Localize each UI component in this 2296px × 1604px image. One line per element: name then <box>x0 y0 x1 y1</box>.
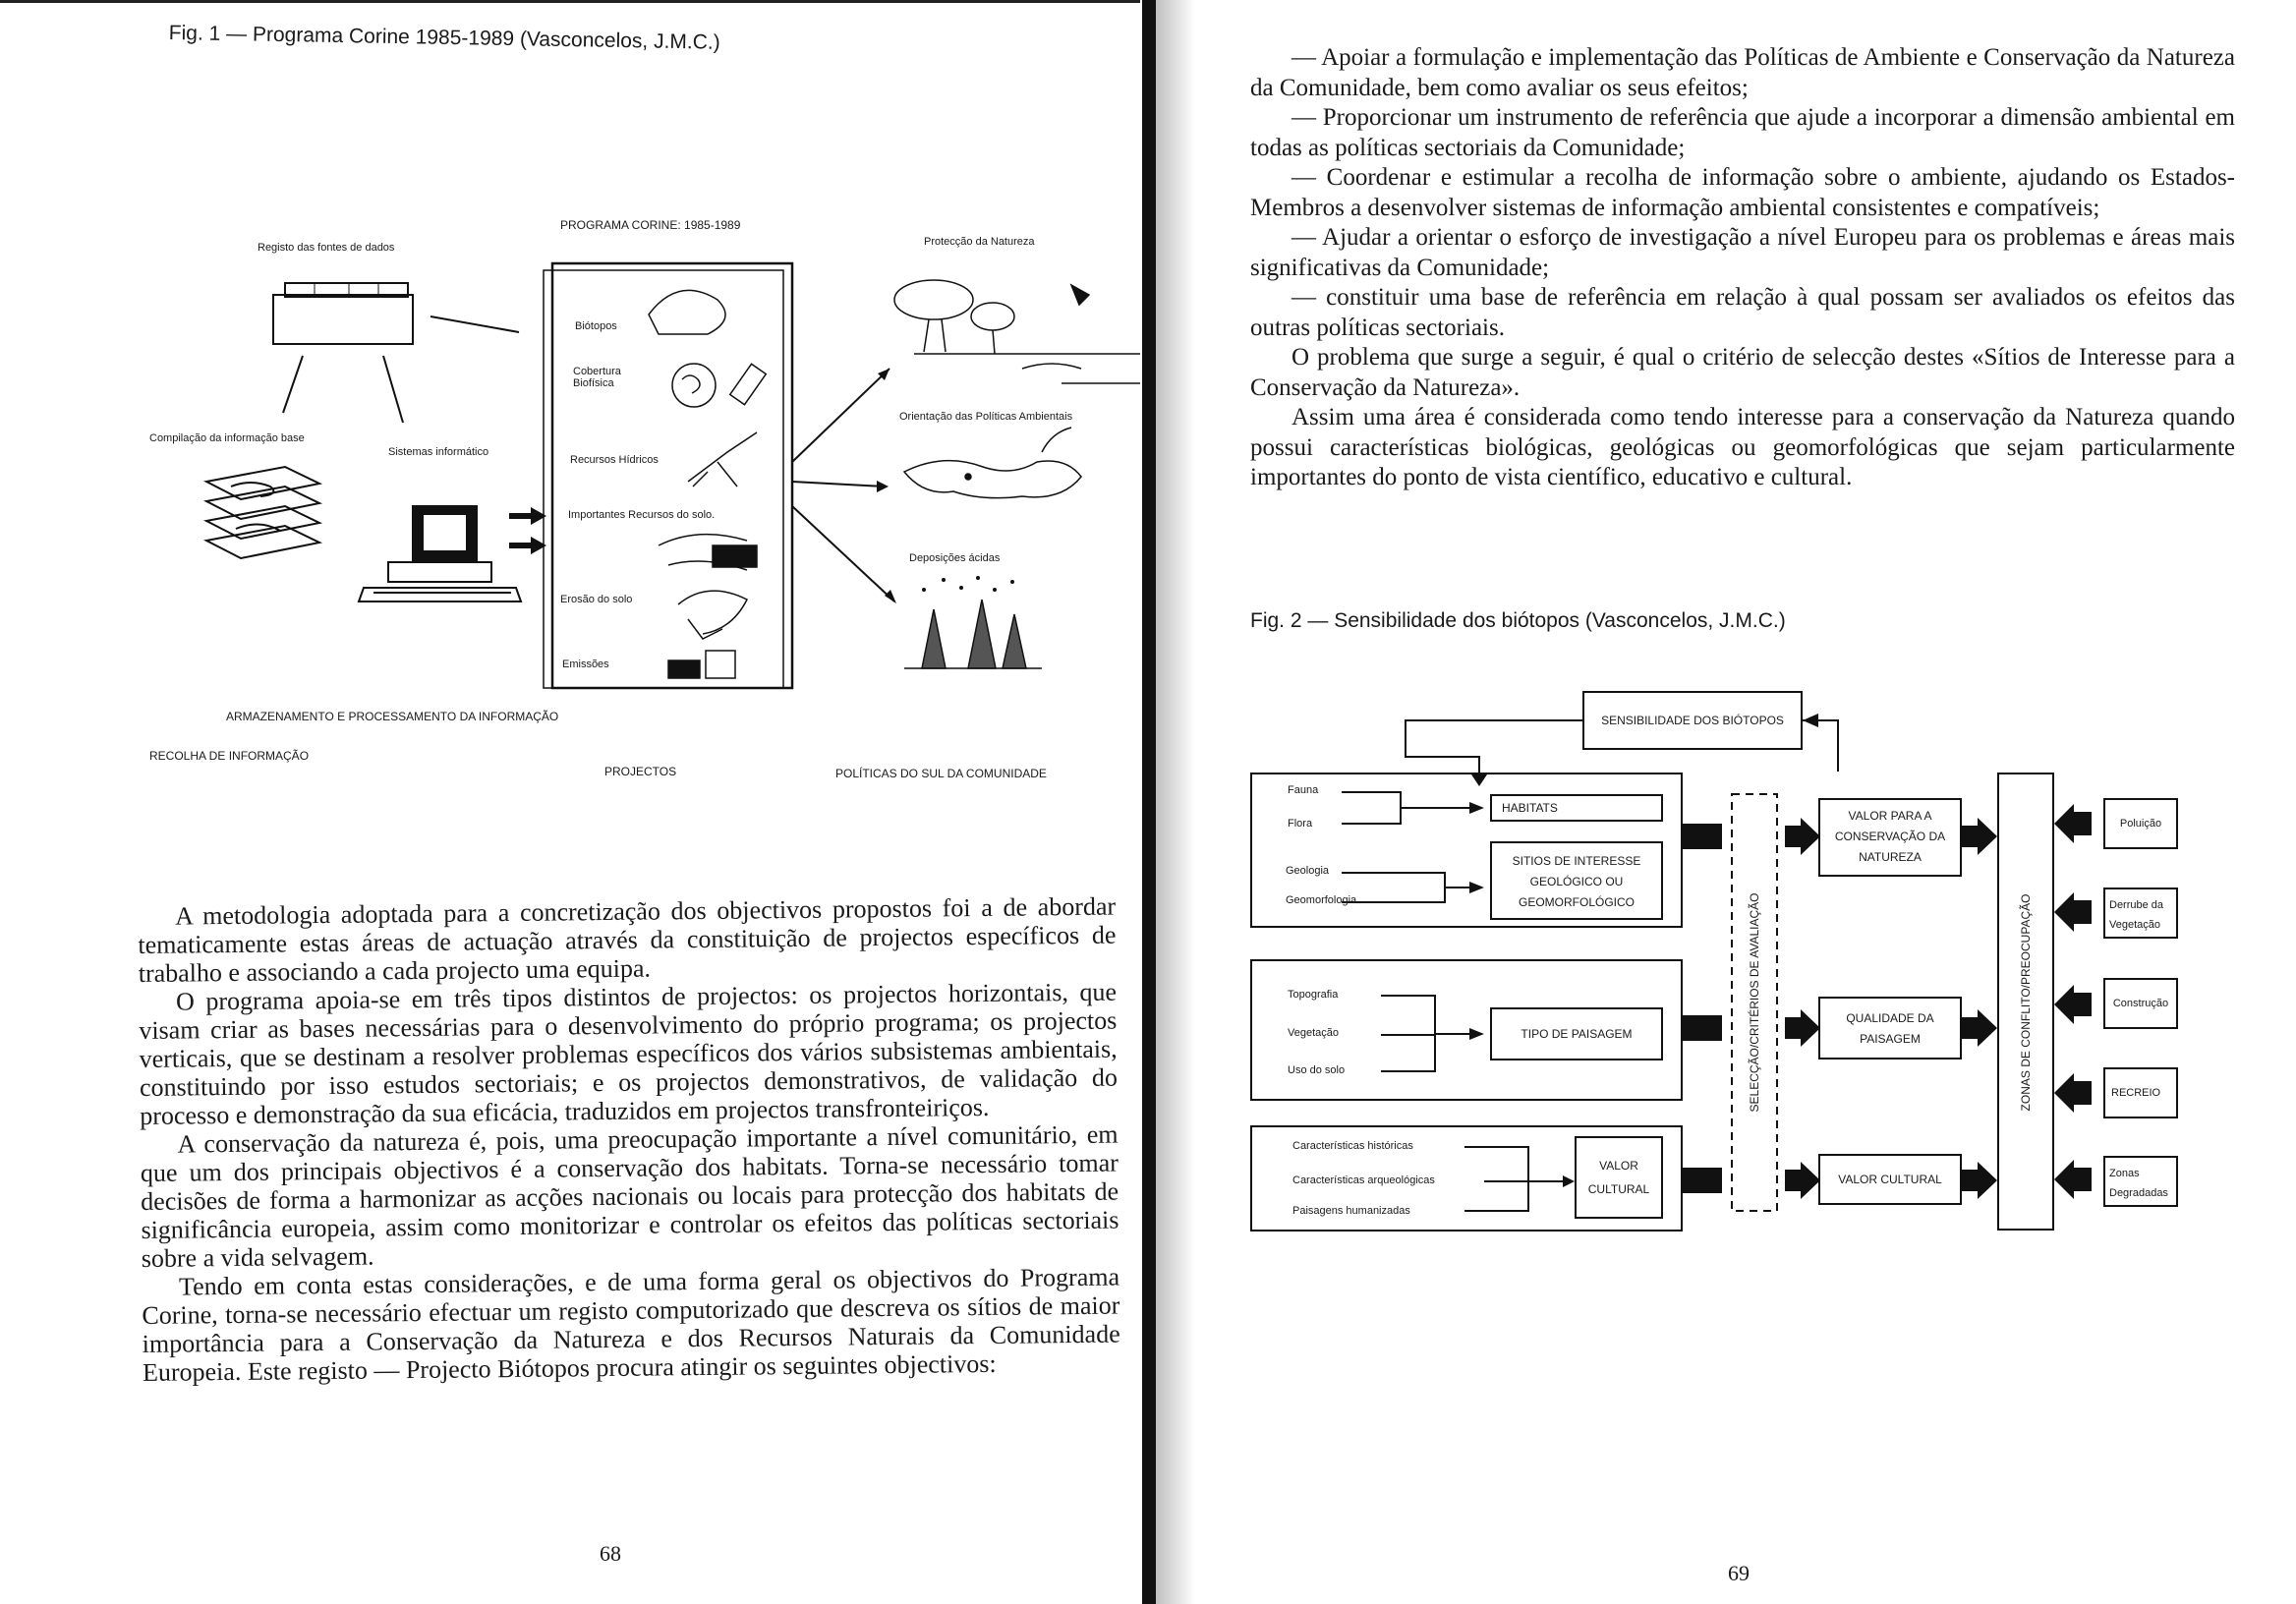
g1-geologia: Geologia <box>1286 865 1330 877</box>
g2-paisagem: TIPO DE PAISAGEM <box>1490 1007 1663 1060</box>
fig1-col-collection: RECOLHA DE INFORMAÇÃO <box>149 749 310 763</box>
right-bullet: — Coordenar e estimular a recolha de informação sobre o ambiente, ajudando os Estados-Membros a desenvolver sistemas de informação ambiental consistentes e compatíveis; <box>1250 164 2235 221</box>
g1-geomorfologia: Geomorfologia <box>1286 894 1357 906</box>
fig2-top-box: SENSIBILIDADE DOS BIÓTOPOS <box>1582 691 1803 750</box>
g3-arqueologicas: Características arqueológicas <box>1292 1174 1435 1186</box>
fig2-diagram <box>1150 0 2296 1604</box>
left-paragraph: O programa apoia-se em três tipos distintos de projectos: os projectos horizontais, que visam criar as bases necessárias para o desenvolvimento do próprio programa; os projectos verticais, que se destinam a resolver problemas específicos dos vários subsistemas ambientais, constituindo por isso estudos sectoriais; e os projectos demonstrativos, de validação do processo e demonstração da sua eficácia, traduzidos em projectos transfronteiriços. <box>139 977 1119 1130</box>
right-paragraph: O problema que surge a seguir, é qual o critério de selecção destes «Sítios de Interesse para a Conservação da Natureza». <box>1250 344 2235 401</box>
pressure-derrube: Derrube da Vegetação <box>2103 888 2178 939</box>
g3-historicas: Características históricas <box>1292 1140 1413 1152</box>
g1-flora: Flora <box>1288 818 1313 830</box>
fig2-zones: ZONAS DE CONFLITO/PREOCUPAÇÃO <box>2019 893 2033 1112</box>
value-conservacao: VALOR PARA A CONSERVAÇÃO DA NATUREZA <box>1818 798 1962 877</box>
project-recursos-solo: Importantes Recursos do solo. <box>568 509 716 521</box>
project-erosao: Erosão do solo <box>560 594 633 605</box>
fig1-data-sources: Registo das fontes de dados <box>258 242 395 254</box>
policy-nature: Protecção da Natureza <box>924 236 1035 248</box>
fig1-col-projects: PROJECTOS <box>604 765 677 778</box>
fig1-program-title: PROGRAMA CORINE: 1985-1989 <box>560 218 741 232</box>
g3-humanizadas: Paisagens humanizadas <box>1292 1205 1410 1217</box>
pressure-construcao: Construção <box>2103 978 2178 1029</box>
right-bullet: — constituir uma base de referência em relação à qual possam ser avaliados os efeitos das outras políticas sectoriais. <box>1250 284 2235 341</box>
fig1-col-policies: POLÍTICAS DO SUL DA COMUNIDADE <box>835 767 1047 780</box>
left-page-number: 68 <box>600 1541 621 1566</box>
g1-sitios: SITIOS DE INTERESSE GEOLÓGICO OU GEOMORFOLÓGICO <box>1490 841 1663 920</box>
project-recursos-hidricos: Recursos Hídricos <box>570 454 659 466</box>
right-page <box>1150 0 2296 1604</box>
fig1-artwork <box>0 0 1150 806</box>
g2-uso-solo: Uso do solo <box>1288 1064 1346 1076</box>
pressure-poluicao: Poluição <box>2103 798 2178 849</box>
left-paragraph: A metodologia adoptada para a concretização dos objectivos propostos foi a de abordar tematicamente estas áreas de actuação através da constituição de projectos específicos de trabalho e associando a cada projecto uma equipa. <box>138 891 1117 988</box>
g2-topografia: Topografia <box>1288 989 1339 1001</box>
right-bullet: — Proporcionar um instrumento de referência que ajude a incorporar a dimensão ambiental em todas as políticas sectoriais da Comunidade; <box>1250 104 2235 161</box>
policy-acid: Deposições ácidas <box>909 552 1001 564</box>
left-paragraph: Tendo em conta estas considerações, e de uma forma geral os objectivos do Programa Corine, torna-se necessário efectuar um registo computorizado que descreva os sítios de maior importância para a Conservação da Natureza e dos Recursos Naturais da Comunidade Europeia. Este registo — Projecto Biótopos procura atingir os seguintes objectivos: <box>142 1262 1120 1387</box>
pressure-recreio: RECREIO <box>2103 1067 2178 1118</box>
fig1-compilation: Compilação da informação base <box>149 432 305 444</box>
g3-valor-cultural: VALOR CULTURAL <box>1575 1136 1663 1219</box>
right-paragraph: Assim uma área é considerada como tendo interesse para a conservação da Natureza quando possui características biológicas, geológicas ou geomorfológicas que sejam particularmente importantes do ponto de vista científico, educativo e cultural. <box>1250 404 2235 490</box>
value-paisagem: QUALIDADE DA PAISAGEM <box>1818 997 1962 1060</box>
pressure-degradadas: Zonas Degradadas <box>2103 1156 2178 1207</box>
left-body-text <box>138 892 1120 1387</box>
policy-environmental: Orientação das Políticas Ambientais <box>899 411 1073 423</box>
right-page-number: 69 <box>1728 1561 1750 1585</box>
fig1-caption: Fig. 1 — Programa Corine 1985-1989 (Vasconcelos, J.M.C.) <box>168 22 720 54</box>
right-bullet: — Ajudar a orientar o esforço de investigação a nível Europeu para os problemas e áreas mais significativas da Comunidade; <box>1250 224 2235 281</box>
fig2-caption: Fig. 2 — Sensibilidade dos biótopos (Vasconcelos, J.M.C.) <box>1250 609 1786 632</box>
project-emissoes: Emissões <box>562 659 609 670</box>
fig1-storage-label: ARMAZENAMENTO E PROCESSAMENTO DA INFORMAÇÃO <box>226 710 559 723</box>
g1-habitats: HABITATS <box>1490 794 1663 822</box>
fig2-selection: SELECÇÃO/CRITÉRIOS DE AVALIAÇÃO <box>1748 892 1761 1113</box>
g2-vegetacao: Vegetação <box>1288 1027 1339 1039</box>
project-biotopos: Biótopos <box>575 320 617 332</box>
left-paragraph: A conservação da natureza é, pois, uma preocupação importante a nível comunitário, em que um dos principais objectivos é a conservação dos habitats. Torna-se necessário tomar decisões de forma a harmonizar as acções nacionais ou locais para protecção dos habitats de significância europeia, assim como monitorizar e controlar os efeitos das políticas sectoriais sobre a vida selvagem. <box>140 1119 1119 1273</box>
fig1-diagram <box>0 0 1150 806</box>
g1-fauna: Fauna <box>1288 784 1319 796</box>
right-bullet: — Apoiar a formulação e implementação das Políticas de Ambiente e Conservação da Natureza da Comunidade, bem como avaliar os seus efeitos; <box>1250 44 2235 101</box>
value-cultural: VALOR CULTURAL <box>1818 1154 1962 1205</box>
project-cobertura: Cobertura Biofísica <box>573 366 621 389</box>
fig1-info-systems: Sistemas informático <box>388 446 489 458</box>
